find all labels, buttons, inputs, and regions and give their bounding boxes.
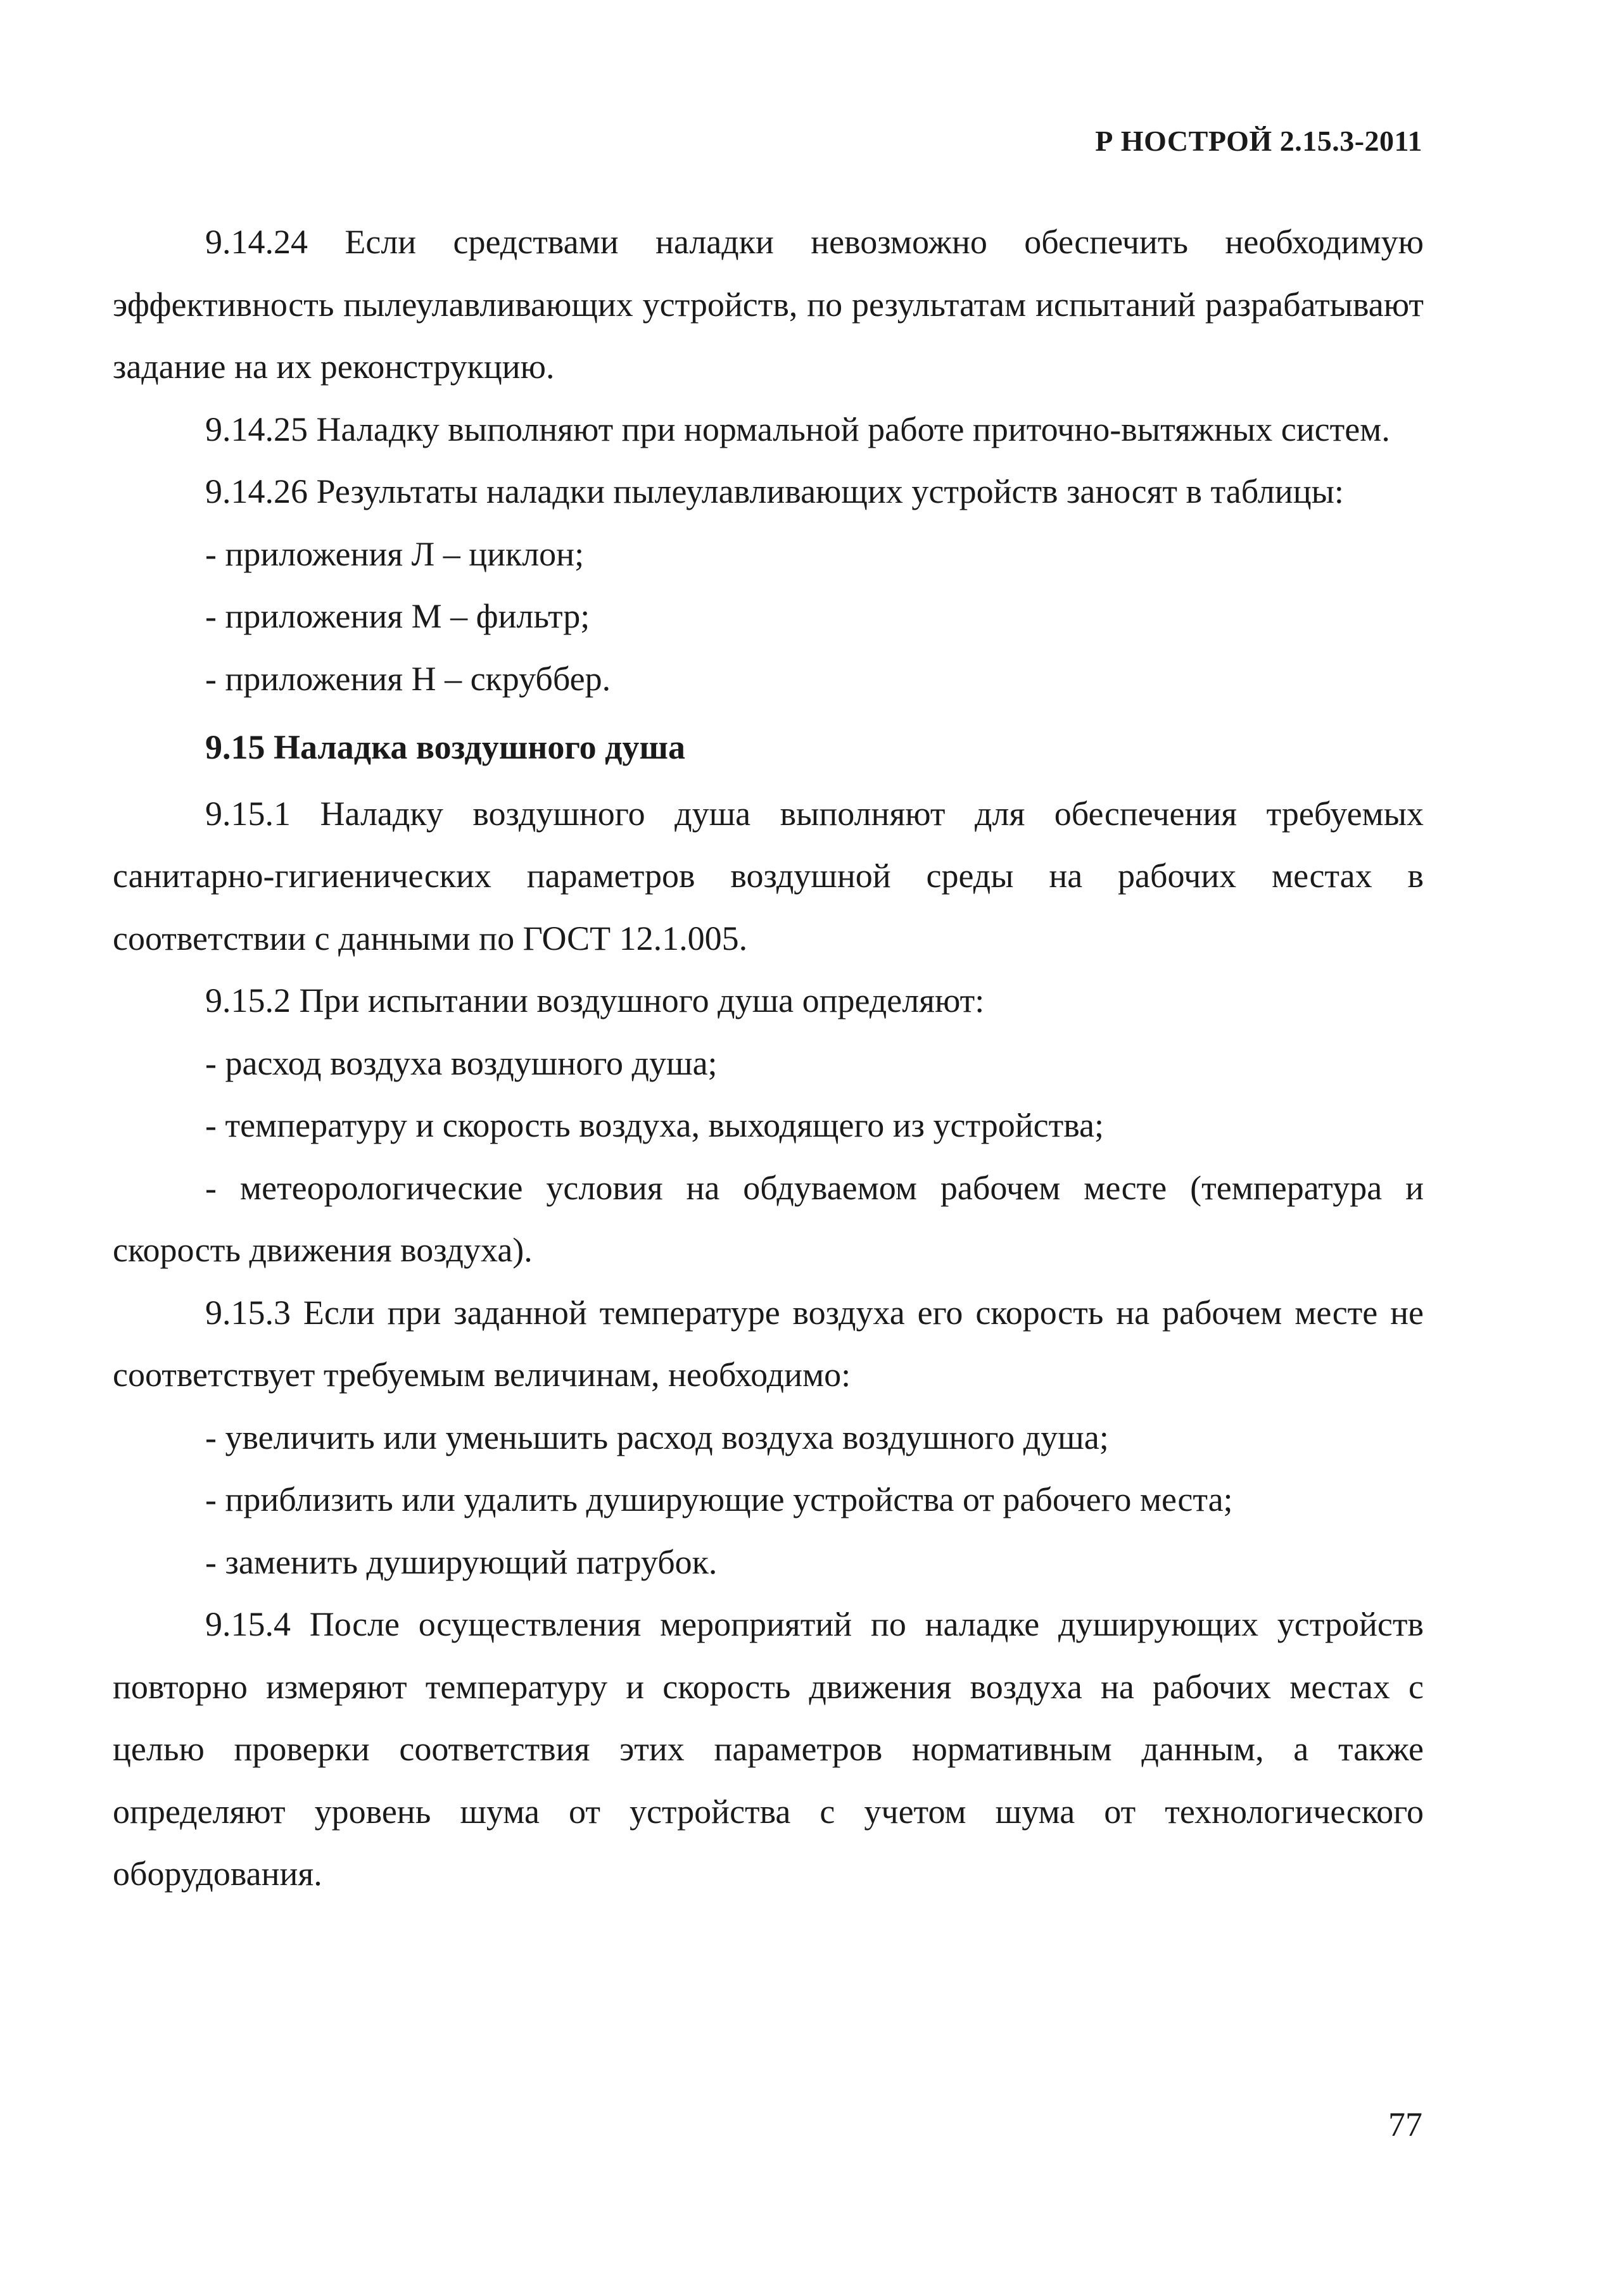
clause-number: 9.14.26: [205, 472, 308, 510]
clause-text: После осуществления мероприятий по наладке душирующих устройств повторно измеряют температуру и скорость движения воздуха на рабочих местах с целью проверки соответствия этих параметров нормативным данным, а также определяют уровень шума от устройства с учетом шума от технологического оборудования.: [113, 1605, 1424, 1893]
list-item: - заменить душирующий патрубок.: [205, 1542, 718, 1581]
clause-number: 9.14.25: [205, 410, 308, 448]
paragraph-9-15-1: [113, 783, 1424, 970]
list-item: - увеличить или уменьшить расход воздуха воздушного душа;: [205, 1418, 1109, 1456]
clause-number: 9.15.1: [205, 794, 291, 833]
paragraph-9-14-25: [113, 398, 1424, 461]
paragraph-9-15-4: [113, 1593, 1424, 1905]
document-code-header: Р НОСТРОЙ 2.15.3-2011: [1095, 125, 1422, 157]
list-item: - расход воздуха воздушного душа;: [205, 1044, 718, 1082]
paragraph-9-14-24: [113, 211, 1424, 398]
clause-text: Если при заданной температуре воздуха его скорость на рабочем месте не соответствует требуемым величинам, необходимо:: [113, 1293, 1424, 1394]
paragraph-9-14-26: [113, 460, 1424, 523]
page-body: [113, 211, 1424, 1905]
list-item: - приложения Л – циклон;: [205, 534, 585, 573]
paragraph-9-15-2: [113, 969, 1424, 1032]
clause-number: 9.15.3: [205, 1293, 291, 1332]
list-item: - приблизить или удалить душирующие устройства от рабочего места;: [205, 1480, 1233, 1518]
paragraph-9-15-3: [113, 1282, 1424, 1406]
section-heading: 9.15 Наладка воздушного душа: [205, 728, 686, 766]
clause-number: 9.15.4: [205, 1605, 291, 1643]
page-number: 77: [1388, 2105, 1422, 2143]
list-item: - приложения Н – скруббер.: [205, 659, 611, 698]
clause-text: При испытании воздушного душа определяют:: [299, 981, 985, 1019]
clause-number: 9.14.24: [205, 223, 308, 261]
clause-text: Результаты наладки пылеулавливающих устройств заносят в таблицы:: [316, 472, 1344, 510]
clause-text: Наладку воздушного душа выполняют для обеспечения требуемых санитарно-гигиенических параметров воздушной среды на рабочих местах в соответствии с данными по ГОСТ 12.1.005.: [113, 794, 1424, 957]
clause-number: 9.15.2: [205, 981, 291, 1019]
list-item: - температуру и скорость воздуха, выходящего из устройства;: [205, 1106, 1104, 1144]
clause-text: Наладку выполняют при нормальной работе приточно-вытяжных систем.: [316, 410, 1390, 448]
list-item: - метеорологические условия на обдуваемом рабочем месте (температура и скорость движения воздуха).: [113, 1168, 1424, 1269]
clause-text: Если средствами наладки невозможно обеспечить необходимую эффективность пылеулавливающих устройств, по результатам испытаний разрабатывают задание на их реконструкцию.: [113, 223, 1424, 386]
list-item: - приложения М – фильтр;: [205, 597, 590, 635]
